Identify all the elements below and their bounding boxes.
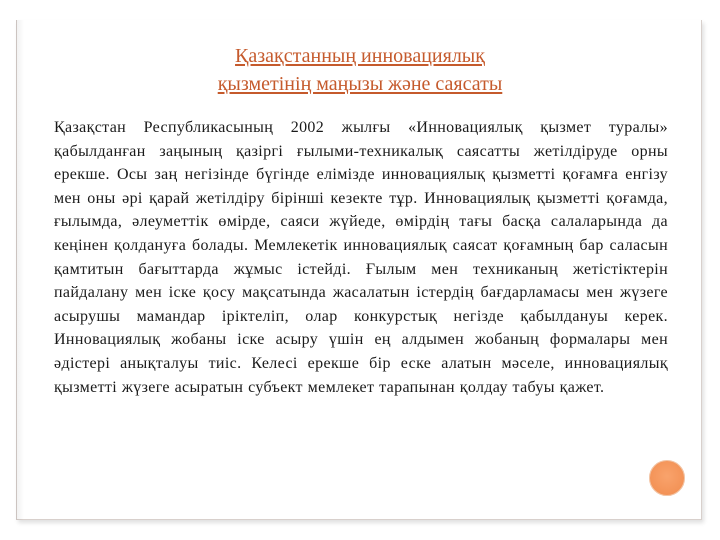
slide-title: [110, 42, 610, 98]
slide-title-line-1: Қазақстанның инновациялық: [235, 45, 485, 67]
decorative-circle-icon: [647, 458, 687, 498]
slide-body-text: Қазақстан Республикасының 2002 жылғы «Инновациялық қызмет туралы» қабылданған заңының қазіргі ғылыми-техникалық саясатты жетілдіруде орны ерекше. Осы заң негізінде бүгінде елімізде инновациялық қызметті қоғамға енгізу мен оны әрі қарай жетілдіру бірінші кезекте тұр. Инновациялық қызметті қоғамда, ғылымда, әлеуметтік өмірде, саяси жүйеде, өмірдің тағы басқа салаларында да кеңінен қолдануға болады. Мемлекетік инновациялық саясат қоғамның бар саласын қамтитын бағыттарда жұмыс істейді. Ғылым мен техниканың жетістіктерін пайдалану мен іске қосу мақсатында жасалатын істердің бағдарламасы мен жүзеге асырушы мамандар іріктеліп, олар конкурстық негізде қабылдануы керек. Инновациялық жобаны іске асыру үшін ең алдымен жобаның формалары мен әдістері анықталуы тиіс. Келесі ерекше бір еске алатын мәселе, инновациялық қызметті жүзеге асыратын субъект мемлекет тарапынан қолдау табуы қажет.: [54, 119, 668, 396]
frame-shadow: [16, 20, 24, 520]
slide-title-line-2: қызметінің маңызы және саясаты: [217, 73, 503, 95]
